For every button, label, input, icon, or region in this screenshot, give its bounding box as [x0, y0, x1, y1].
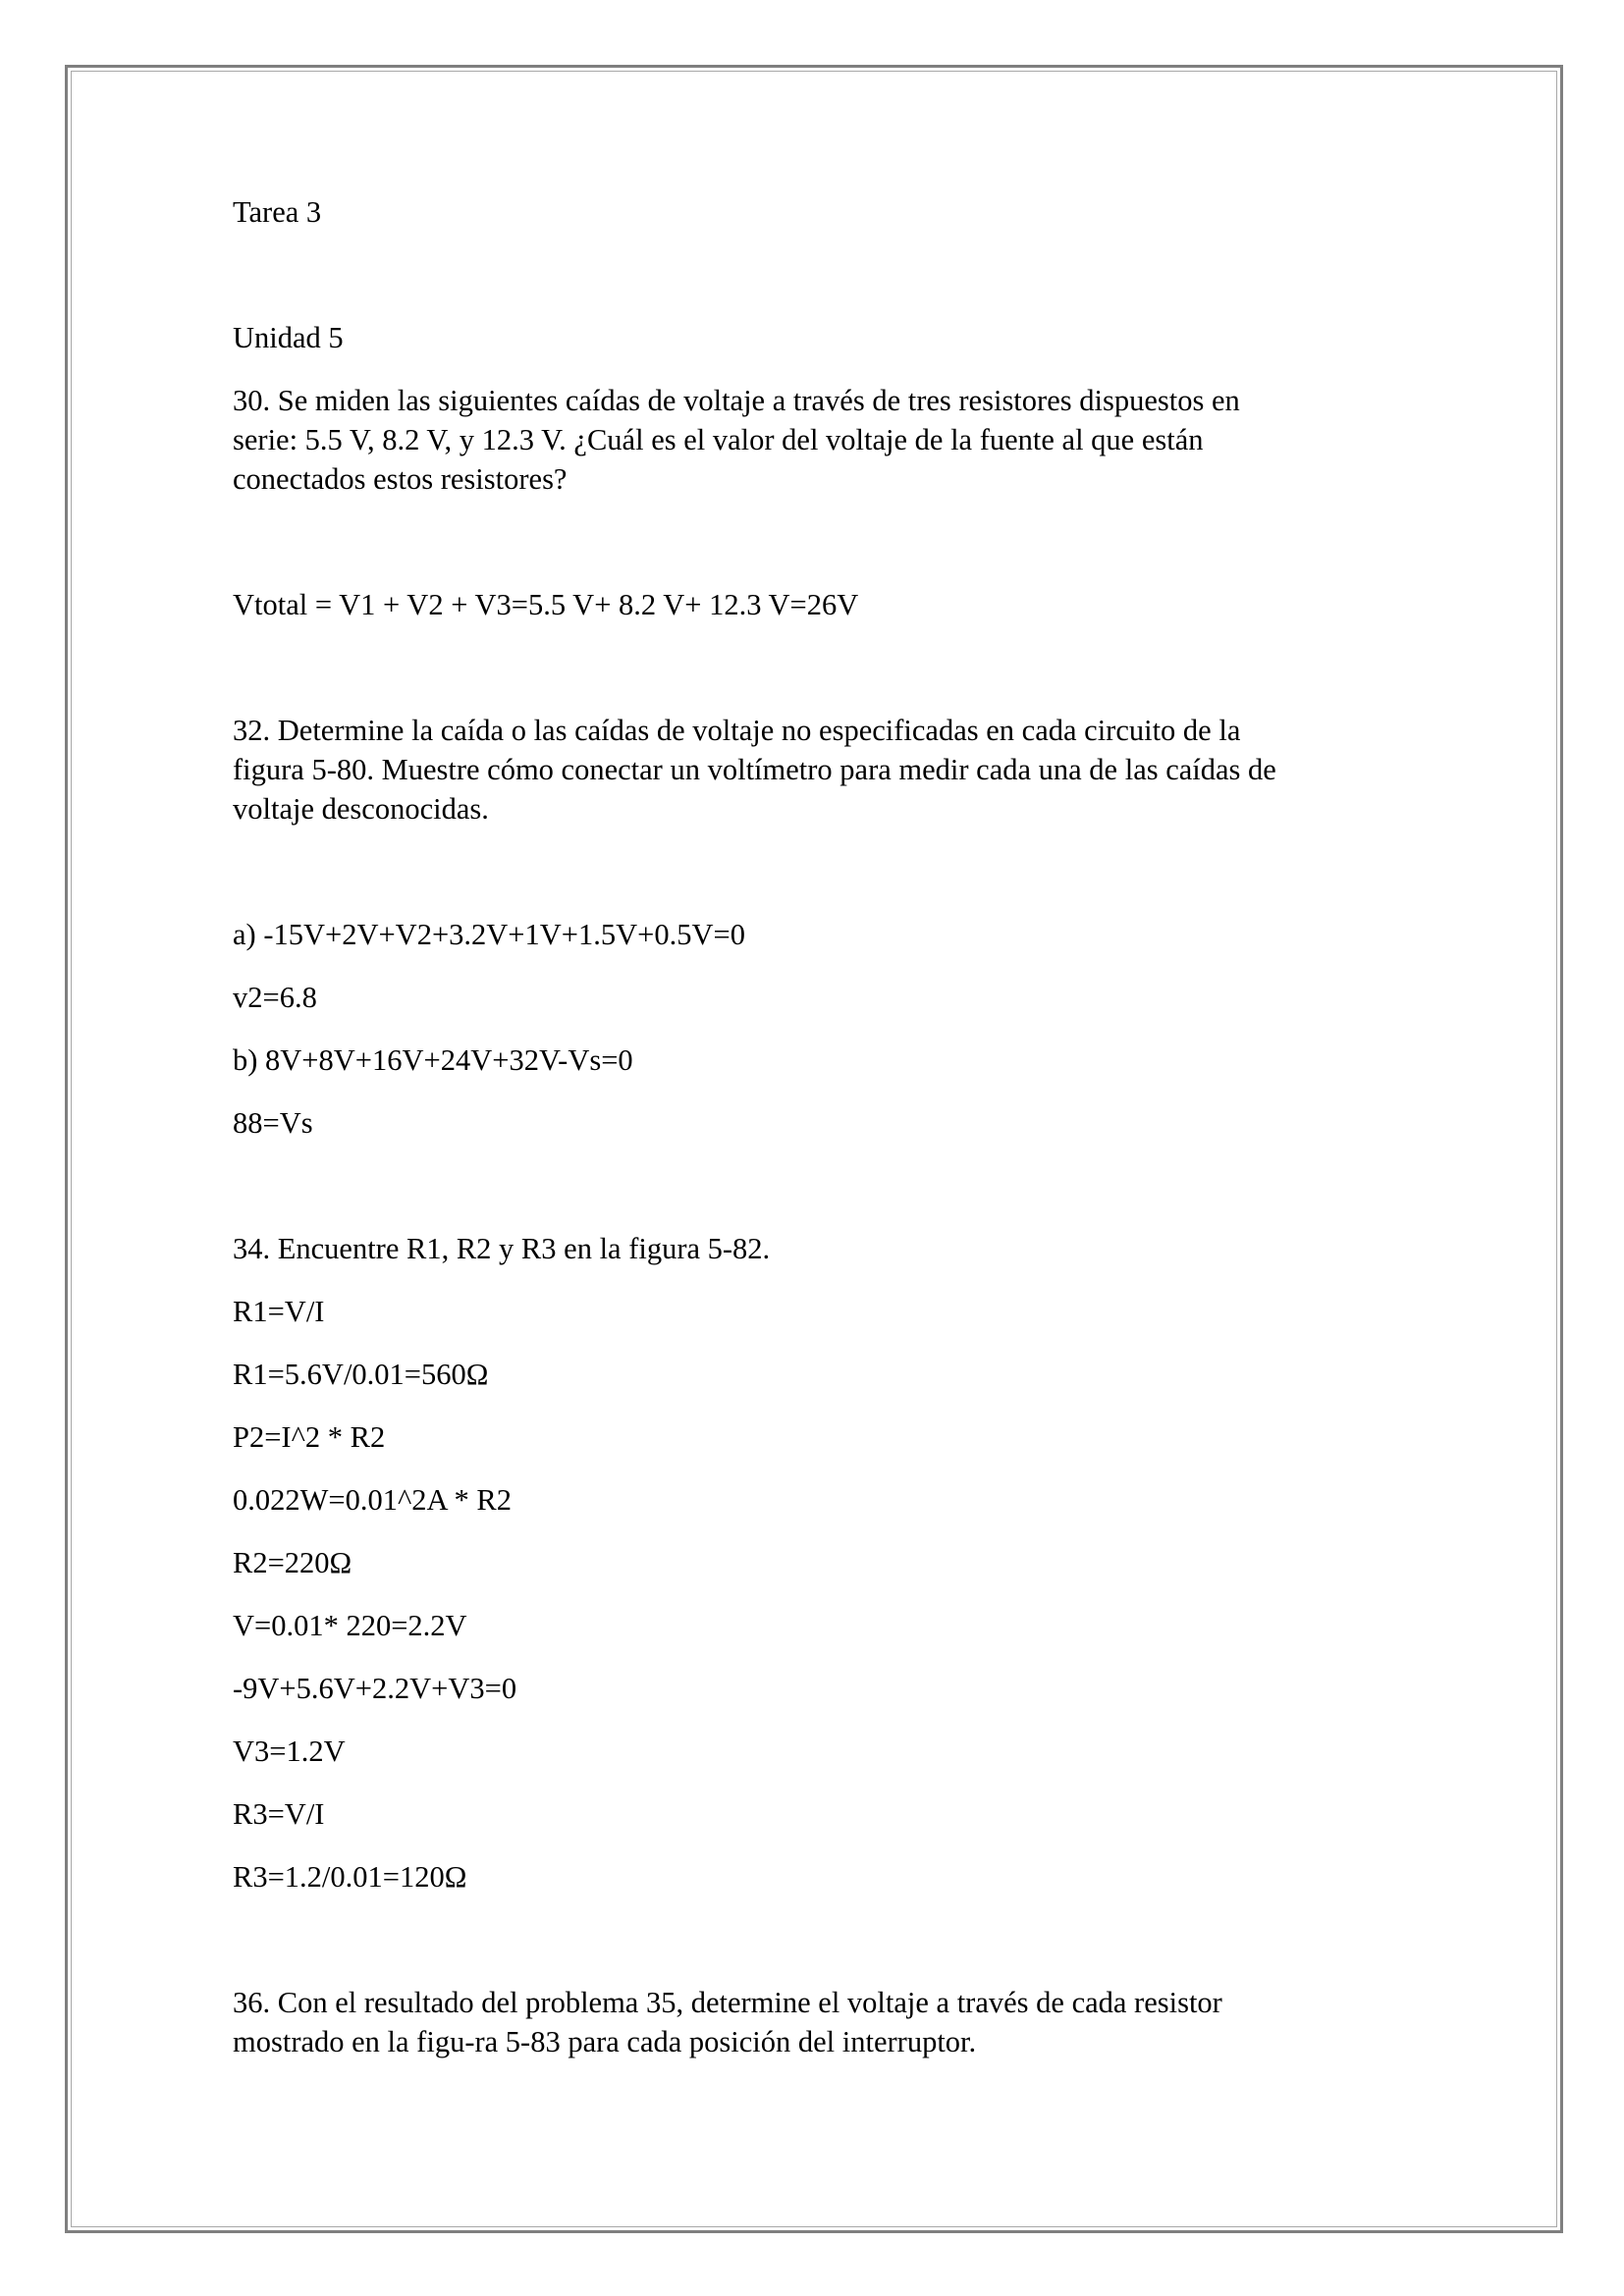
q34-step: R1=V/I [233, 1295, 325, 1328]
q34-step: V3=1.2V [233, 1735, 346, 1768]
q32-line-3: voltaje desconocidas. [233, 792, 489, 826]
q34-step: R3=V/I [233, 1797, 325, 1831]
q32-line-1: 32. Determine la caída o las caídas de voltaje no especificadas en cada circuito de la [233, 714, 1241, 747]
q34-step: V=0.01* 220=2.2V [233, 1609, 467, 1642]
document-title: Tarea 3 [233, 195, 322, 229]
q32-step: v2=6.8 [233, 981, 317, 1014]
q34-step: R2=220Ω [233, 1546, 352, 1579]
q32-step: 88=Vs [233, 1106, 313, 1140]
q30-line-2: serie: 5.5 V, 8.2 V, y 12.3 V. ¿Cuál es el valor del voltaje de la fuente al que están [233, 423, 1204, 456]
q34-step: R3=1.2/0.01=120Ω [233, 1860, 467, 1894]
q34-line-1: 34. Encuentre R1, R2 y R3 en la figura 5-82. [233, 1232, 771, 1265]
q34-step: -9V+5.6V+2.2V+V3=0 [233, 1672, 517, 1705]
q30-line-3: conectados estos resistores? [233, 462, 568, 496]
q34-step: P2=I^2 * R2 [233, 1420, 386, 1454]
q36-line-2: mostrado en la figu-ra 5-83 para cada posición del interruptor. [233, 2025, 977, 2058]
unit-heading: Unidad 5 [233, 321, 344, 354]
q32-line-2: figura 5-80. Muestre cómo conectar un voltímetro para medir cada una de las caídas de [233, 753, 1276, 786]
q30-answer: Vtotal = V1 + V2 + V3=5.5 V+ 8.2 V+ 12.3 V=26V [233, 588, 859, 621]
q34-step: 0.022W=0.01^2A * R2 [233, 1483, 512, 1517]
q32-step: b) 8V+8V+16V+24V+32V-Vs=0 [233, 1043, 633, 1077]
q32-step: a) -15V+2V+V2+3.2V+1V+1.5V+0.5V=0 [233, 918, 745, 951]
q36-line-1: 36. Con el resultado del problema 35, determine el voltaje a través de cada resistor [233, 1986, 1222, 2019]
q30-line-1: 30. Se miden las siguientes caídas de voltaje a través de tres resistores dispuestos en [233, 384, 1240, 417]
q34-step: R1=5.6V/0.01=560Ω [233, 1358, 489, 1391]
